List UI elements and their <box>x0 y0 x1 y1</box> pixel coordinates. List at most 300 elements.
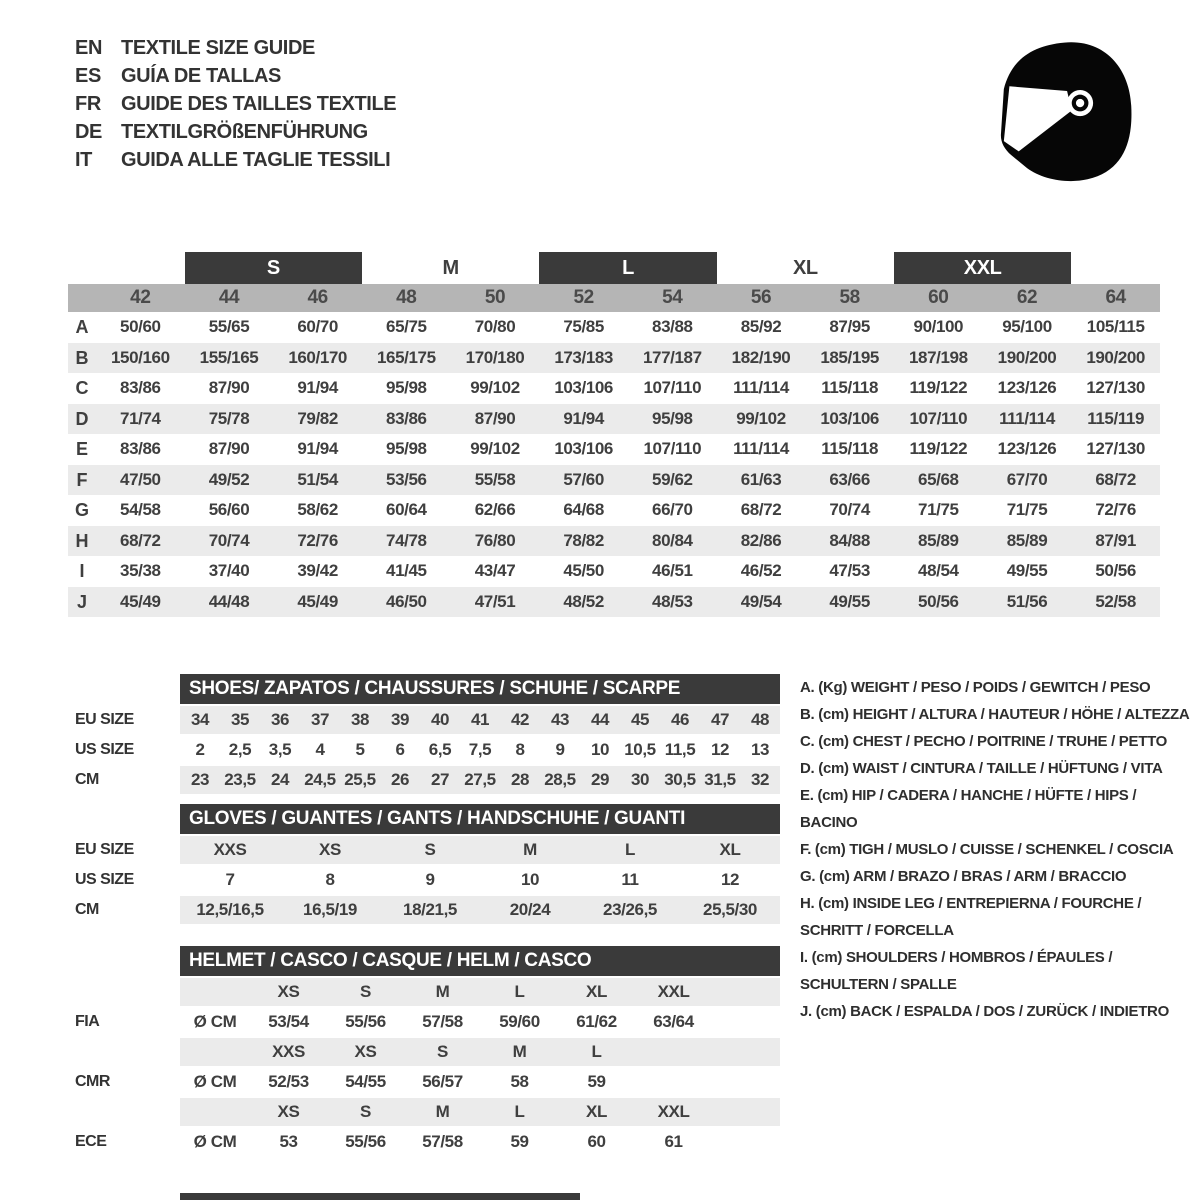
size-value: 72/76 <box>297 530 338 550</box>
size-value: 43/47 <box>474 561 516 580</box>
size-value: 95/98 <box>386 439 427 458</box>
size-value: 107/110 <box>909 408 968 428</box>
language-code: IT <box>75 149 92 171</box>
size-value: 75/85 <box>563 317 604 336</box>
shoes-row <box>75 706 780 734</box>
size-value: 63/66 <box>829 469 870 489</box>
size-value: 115/118 <box>821 439 879 458</box>
racing-helmet-icon <box>972 24 1164 210</box>
gloves-row-label: US SIZE <box>75 871 134 888</box>
gloves-row <box>75 836 780 864</box>
measurement-legend <box>800 674 1196 1025</box>
legend-item: E. (cm) HIP / CADERA / HANCHE / HÜFTE / HIPS / BACINO <box>800 787 1137 831</box>
size-value: 61/63 <box>740 469 782 489</box>
size-value: 60/70 <box>297 317 338 336</box>
numeric-size: 44 <box>218 287 240 308</box>
size-value: 87/91 <box>1095 530 1136 550</box>
shoes-stripe <box>180 706 780 734</box>
helmet-size-value: 58 <box>510 1072 529 1091</box>
language-row <box>75 34 396 62</box>
gloves-section <box>75 804 780 926</box>
size-value: 78/82 <box>563 530 604 550</box>
helmet-sizes-stripe <box>180 978 780 1006</box>
size-value: 49/55 <box>829 591 870 611</box>
visor-pivot-center <box>1076 99 1084 107</box>
shoes-value: 27 <box>430 770 450 789</box>
shoes-value: 45 <box>630 710 650 729</box>
size-band-l: L <box>539 252 716 284</box>
legend-item: J. (cm) BACK / ESPALDA / DOS / ZURÜCK / INDIETRO <box>800 1003 1169 1020</box>
size-value: 46/50 <box>386 591 427 611</box>
size-value: 50/56 <box>1095 561 1136 580</box>
corner-cell <box>68 284 96 312</box>
helmet-size-value: 63/64 <box>653 1012 694 1031</box>
size-value: 187/198 <box>908 347 968 367</box>
helmet-values-row <box>75 1128 780 1156</box>
size-value: 45/49 <box>297 591 338 611</box>
helmet-size-label: XXL <box>657 1102 690 1121</box>
gloves-value: 18/21,5 <box>403 900 457 919</box>
size-value: 71/75 <box>1006 500 1048 519</box>
language-row <box>75 146 396 174</box>
row-letter: J <box>76 591 87 612</box>
spacer <box>75 1098 180 1126</box>
gloves-stripe <box>180 896 780 924</box>
language-title: GUIDE DES TAILLES TEXTILE <box>121 93 397 115</box>
numeric-size: 48 <box>396 287 417 308</box>
numeric-size: 50 <box>484 287 506 308</box>
helmet-header-row <box>75 946 780 976</box>
shoes-row-label: US SIZE <box>75 741 134 758</box>
language-row <box>75 118 396 146</box>
helmet-size-label: XL <box>586 982 607 1001</box>
shoes-value: 27,5 <box>464 770 496 789</box>
shoes-stripe <box>180 766 780 794</box>
helmet-unit-label: Ø CM <box>193 1132 237 1151</box>
shoes-value: 32 <box>750 770 770 789</box>
size-value: 59/62 <box>652 469 693 489</box>
size-value: 62/66 <box>474 500 516 519</box>
spacer <box>75 804 180 834</box>
helmet-sizes-row <box>75 1098 780 1126</box>
shoes-value: 38 <box>350 710 370 729</box>
size-value: 95/98 <box>386 378 427 397</box>
helmet-size-label: XXS <box>272 1042 305 1061</box>
shoes-value: 24 <box>270 770 290 789</box>
shoes-value: 23,5 <box>224 770 256 789</box>
helmet-size-value: 61 <box>664 1132 683 1151</box>
size-value: 190/200 <box>1086 347 1145 367</box>
numeric-size: 58 <box>839 287 860 308</box>
size-value: 47/53 <box>829 561 870 580</box>
size-value: 123/126 <box>997 378 1057 397</box>
helmet-size-value: 59 <box>587 1072 606 1091</box>
shoes-value: 5 <box>355 740 365 759</box>
size-value: 127/130 <box>1086 378 1145 397</box>
size-value: 83/86 <box>386 408 427 428</box>
shoes-value: 28 <box>510 770 530 789</box>
size-value: 44/48 <box>208 591 250 611</box>
size-value: 64/68 <box>563 500 604 519</box>
language-title: TEXTILE SIZE GUIDE <box>121 37 315 59</box>
numeric-size-row <box>68 284 1160 312</box>
numeric-size: 56 <box>750 287 772 308</box>
size-value: 99/102 <box>736 408 786 428</box>
shoes-value: 28,5 <box>544 770 576 789</box>
size-value: 83/86 <box>120 439 161 458</box>
gloves-row-label: EU SIZE <box>75 841 134 858</box>
shoes-value: 26 <box>390 770 410 789</box>
size-value: 105/115 <box>1086 317 1145 336</box>
gloves-rows <box>75 836 780 924</box>
row-letter: A <box>75 317 89 337</box>
numeric-size: 52 <box>573 287 594 308</box>
size-value: 155/165 <box>199 347 259 367</box>
helmet-size-value: 53/54 <box>268 1012 309 1031</box>
row-letter: B <box>75 347 89 368</box>
size-value: 49/55 <box>1006 561 1048 580</box>
numeric-size: 60 <box>928 287 949 308</box>
helmet-size-value: 52/53 <box>268 1072 309 1091</box>
size-value: 50/60 <box>120 317 161 336</box>
size-value: 182/190 <box>731 347 791 367</box>
shoes-section <box>75 674 780 796</box>
shoes-value: 3,5 <box>268 740 292 759</box>
helmet-size-value: 56/57 <box>422 1072 463 1091</box>
apparel-row-i <box>68 556 1160 587</box>
shoes-value: 48 <box>750 710 770 729</box>
spacer <box>75 1038 180 1066</box>
shoes-value: 46 <box>670 710 690 729</box>
language-row <box>75 62 396 90</box>
numeric-size: 46 <box>307 287 328 308</box>
size-value: 71/75 <box>918 500 959 519</box>
language-list <box>75 34 396 174</box>
size-value: 71/74 <box>120 408 161 428</box>
size-value: 35/38 <box>120 561 161 580</box>
language-title: GUIDA ALLE TAGLIE TESSILI <box>121 149 391 171</box>
helmet-values-row <box>75 1068 780 1096</box>
helmet-size-label: L <box>514 982 525 1001</box>
apparel-row-b <box>68 343 1160 374</box>
size-value: 55/58 <box>474 469 516 489</box>
gloves-stripe <box>180 866 780 894</box>
gloves-value: S <box>424 840 436 859</box>
helmet-values-stripe <box>180 1008 780 1036</box>
legend-item: A. (Kg) WEIGHT / PESO / POIDS / GEWITCH / PESO <box>800 679 1151 696</box>
size-value: 39/42 <box>297 561 338 580</box>
size-value: 170/180 <box>465 347 525 367</box>
size-value: 91/94 <box>563 408 604 428</box>
shoes-value: 6,5 <box>428 740 452 759</box>
language-code: FR <box>75 93 101 115</box>
size-value: 76/80 <box>474 530 516 550</box>
helmet-sizes-row <box>75 978 780 1006</box>
shoes-value: 41 <box>470 710 490 729</box>
helmet-sizes-row <box>75 1038 780 1066</box>
shoes-value: 30,5 <box>664 770 696 789</box>
shoes-value: 23 <box>190 770 210 789</box>
shoes-value: 11,5 <box>664 740 696 759</box>
size-value: 85/89 <box>918 530 959 550</box>
numeric-size: 62 <box>1016 287 1038 308</box>
apparel-row-f <box>68 465 1160 496</box>
spacer <box>75 946 180 976</box>
legend-item: B. (cm) HEIGHT / ALTURA / HAUTEUR / HÖHE / ALTEZZA <box>800 706 1190 723</box>
size-value: 49/52 <box>208 469 250 489</box>
helmet-standard-label: ECE <box>75 1133 107 1150</box>
size-value: 65/68 <box>918 469 959 489</box>
helmet-size-value: 61/62 <box>576 1012 617 1031</box>
size-value: 48/54 <box>918 561 959 580</box>
size-value: 51/56 <box>1006 591 1048 611</box>
shoes-value: 2 <box>195 740 205 759</box>
numeric-size: 42 <box>130 287 151 308</box>
size-value: 53/56 <box>386 469 427 489</box>
helmet-size-label: L <box>591 1042 602 1061</box>
legend-item: G. (cm) ARM / BRAZO / BRAS / ARM / BRACCIO <box>800 868 1127 885</box>
size-value: 90/100 <box>913 317 964 336</box>
size-value: 75/78 <box>208 408 250 428</box>
spacer <box>75 674 180 704</box>
size-value: 47/50 <box>120 469 161 489</box>
gloves-value: 25,5/30 <box>703 900 757 919</box>
shoes-value: 10 <box>590 740 610 759</box>
legend-item: D. (cm) WAIST / CINTURA / TAILLE / HÜFTUNG / VITA <box>800 760 1163 777</box>
numeric-size: 64 <box>1105 287 1126 308</box>
size-value: 95/100 <box>1002 317 1052 336</box>
size-value: 99/102 <box>470 378 520 397</box>
size-value: 85/89 <box>1006 530 1048 550</box>
size-value: 119/122 <box>909 439 968 458</box>
helmet-size-label: M <box>435 1102 450 1121</box>
size-value: 87/95 <box>829 317 870 336</box>
shoes-value: 7,5 <box>468 740 492 759</box>
row-letter: C <box>75 378 89 398</box>
helmet-size-value: 57/58 <box>422 1012 463 1031</box>
shoes-value: 43 <box>550 710 570 729</box>
size-value: 91/94 <box>297 439 338 458</box>
helmet-values-row <box>75 1008 780 1036</box>
size-value: 84/88 <box>829 530 870 550</box>
gloves-value: 9 <box>425 870 435 889</box>
size-value: 111/114 <box>733 439 789 458</box>
helmet-size-label: XS <box>277 982 300 1001</box>
size-value: 87/90 <box>208 378 250 397</box>
shoes-value: 44 <box>590 710 610 729</box>
language-code: ES <box>75 65 101 87</box>
row-letter: E <box>75 439 88 459</box>
helmet-size-value: 59 <box>510 1132 529 1151</box>
spacer <box>75 978 180 1006</box>
shoes-value: 47 <box>710 710 730 729</box>
size-value: 107/110 <box>643 378 702 397</box>
shoes-value: 24,5 <box>304 770 336 789</box>
size-value: 190/200 <box>997 347 1057 367</box>
helmet-size-value: 53 <box>279 1132 298 1151</box>
apparel-row-a <box>68 312 1160 343</box>
gloves-header-row <box>75 804 780 834</box>
shoes-row-label: CM <box>75 771 99 788</box>
shoes-value: 2,5 <box>228 740 252 759</box>
helmet-unit-spacer <box>180 978 250 1006</box>
size-value: 54/58 <box>120 500 161 519</box>
shoes-value: 42 <box>510 710 530 729</box>
helmet-size-value: 60 <box>587 1132 606 1151</box>
helmet-values-stripe <box>180 1128 780 1156</box>
helmet-section-header: HELMET / CASCO / CASQUE / HELM / CASCO <box>180 946 780 976</box>
helmet-size-value: 57/58 <box>422 1132 463 1151</box>
size-value: 111/114 <box>733 378 789 397</box>
language-row <box>75 90 396 118</box>
row-letter: F <box>76 469 88 490</box>
size-value: 82/86 <box>740 530 782 550</box>
gloves-value: 23/26,5 <box>603 900 657 919</box>
size-value: 51/54 <box>297 469 338 489</box>
helmet-size-value: 54/55 <box>345 1072 386 1091</box>
helmet-size-label: XS <box>354 1042 377 1061</box>
size-value: 103/106 <box>554 439 613 458</box>
size-band-row <box>68 252 1160 284</box>
helmet-size-value: 55/56 <box>345 1012 386 1031</box>
numeric-size: 54 <box>662 287 683 308</box>
size-value: 70/74 <box>829 500 870 519</box>
gloves-value: 10 <box>520 870 540 889</box>
helmet-size-label: M <box>435 982 450 1001</box>
size-value: 48/53 <box>652 591 693 611</box>
apparel-row-j <box>68 587 1160 618</box>
helmet-size-label: L <box>514 1102 525 1121</box>
size-value: 58/62 <box>297 500 338 519</box>
gloves-value: M <box>523 840 537 859</box>
shoes-value: 25,5 <box>344 770 376 789</box>
shoes-section-header: SHOES/ ZAPATOS / CHAUSSURES / SCHUHE / SCARPE <box>180 674 780 704</box>
size-value: 119/122 <box>909 378 968 397</box>
size-value: 80/84 <box>652 530 693 550</box>
size-band-xl: XL <box>792 256 818 279</box>
shoes-value: 10,5 <box>624 740 656 759</box>
size-value: 185/195 <box>820 347 879 367</box>
helmet-unit-spacer <box>180 1098 250 1126</box>
size-value: 37/40 <box>208 561 250 580</box>
gloves-value: 16,5/19 <box>303 900 357 919</box>
row-letter: G <box>74 500 89 520</box>
shoes-value: 13 <box>750 740 770 759</box>
shoes-value: 4 <box>315 740 325 759</box>
helmet-unit-spacer <box>180 1038 250 1066</box>
size-value: 49/54 <box>740 591 782 611</box>
size-value: 83/88 <box>652 317 693 336</box>
shoes-row <box>75 766 780 794</box>
shoes-value: 29 <box>590 770 610 789</box>
language-code: DE <box>75 121 102 143</box>
size-value: 127/130 <box>1086 439 1145 458</box>
legend-item: H. (cm) INSIDE LEG / ENTREPIERNA / FOURCHE / SCHRITT / FORCELLA <box>800 895 1142 939</box>
size-value: 55/65 <box>208 317 250 336</box>
helmet-size-label: XS <box>277 1102 300 1121</box>
gloves-value: 12 <box>720 870 740 889</box>
helmet-unit-label: Ø CM <box>193 1012 237 1031</box>
size-value: 56/60 <box>208 500 250 519</box>
shoes-value: 6 <box>395 740 405 759</box>
size-value: 52/58 <box>1095 591 1136 611</box>
size-value: 99/102 <box>470 439 520 458</box>
helmet-standard-label: CMR <box>75 1073 110 1090</box>
shoes-header-row <box>75 674 780 704</box>
size-value: 87/90 <box>474 408 516 428</box>
helmet-rows <box>75 978 780 1156</box>
row-letter: H <box>75 530 89 551</box>
helmet-standard-label: FIA <box>75 1013 100 1030</box>
gloves-value: XXS <box>213 840 247 859</box>
helmet-size-value: 59/60 <box>499 1012 540 1031</box>
shoes-value: 34 <box>190 710 210 729</box>
size-value: 68/72 <box>740 500 782 519</box>
shoes-value: 12 <box>710 740 730 759</box>
gloves-value: XL <box>719 840 741 859</box>
gloves-stripe <box>180 836 780 864</box>
row-letter: I <box>79 561 85 581</box>
shoes-value: 30 <box>630 770 650 789</box>
size-value: 46/51 <box>652 561 693 580</box>
size-value: 95/98 <box>652 408 693 428</box>
shoes-value: 9 <box>555 740 565 759</box>
size-value: 87/90 <box>208 439 250 458</box>
size-value: 103/106 <box>820 408 879 428</box>
size-value: 65/75 <box>386 317 427 336</box>
size-value: 67/70 <box>1006 469 1048 489</box>
size-value: 68/72 <box>1095 469 1136 489</box>
size-value: 74/78 <box>386 530 427 550</box>
gloves-value: L <box>625 840 635 859</box>
size-band-m: M <box>442 256 459 279</box>
gloves-value: 12,5/16,5 <box>196 900 264 919</box>
apparel-row-h <box>68 526 1160 557</box>
size-value: 57/60 <box>563 469 604 489</box>
size-value: 70/80 <box>474 317 516 336</box>
legend-item: F. (cm) TIGH / MUSLO / CUISSE / SCHENKEL / COSCIA <box>800 841 1174 858</box>
size-value: 70/74 <box>208 530 250 550</box>
gloves-value: 20/24 <box>509 900 551 919</box>
size-value: 45/49 <box>120 591 161 611</box>
size-value: 123/126 <box>997 439 1057 458</box>
size-band-s: S <box>185 252 362 284</box>
language-code: EN <box>75 37 102 59</box>
size-value: 165/175 <box>376 347 436 367</box>
cropped-next-section-bar <box>180 1193 580 1200</box>
gloves-value: 7 <box>225 870 235 889</box>
size-value: 160/170 <box>288 347 347 367</box>
helmet-size-label: XXL <box>657 982 690 1001</box>
shoes-value: 35 <box>230 710 250 729</box>
shoes-value: 31,5 <box>704 770 736 789</box>
size-value: 48/52 <box>563 591 604 611</box>
helmet-size-value: 55/56 <box>345 1132 386 1151</box>
helmet-size-label: XL <box>586 1102 607 1121</box>
apparel-row-e <box>68 434 1160 465</box>
gloves-row-label: CM <box>75 901 99 918</box>
size-value: 177/187 <box>642 347 702 367</box>
size-value: 85/92 <box>740 317 782 336</box>
legend-item: C. (cm) CHEST / PECHO / POITRINE / TRUHE / PETTO <box>800 733 1168 750</box>
size-value: 47/51 <box>474 591 516 611</box>
shoes-stripe <box>180 736 780 764</box>
helmet-values-stripe <box>180 1068 780 1096</box>
gloves-value: 8 <box>325 870 335 889</box>
shoes-row-label: EU SIZE <box>75 711 134 728</box>
helmet-size-label: S <box>360 982 371 1001</box>
shoes-rows <box>75 706 780 794</box>
